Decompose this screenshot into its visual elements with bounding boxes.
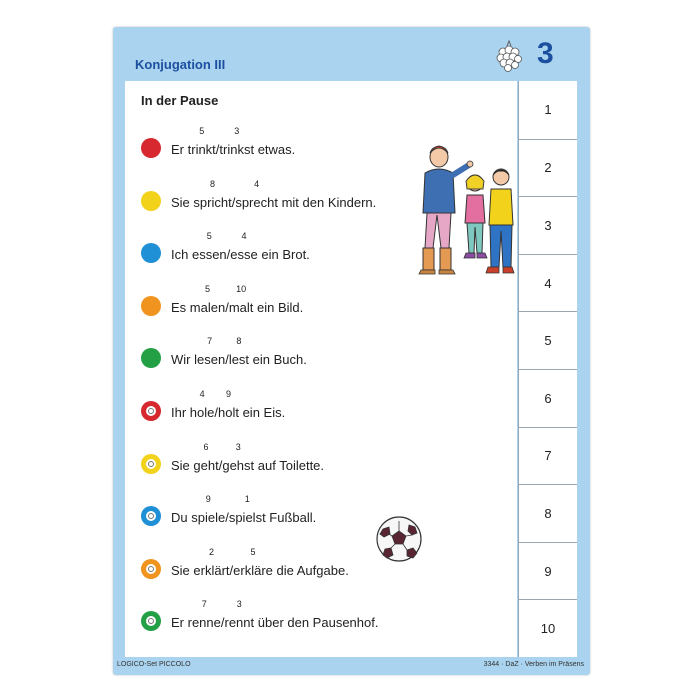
verb-form: erkläre bbox=[233, 562, 273, 578]
verb-form: rennt bbox=[224, 615, 255, 631]
verb-option-1[interactable] bbox=[191, 231, 227, 263]
exercise-row bbox=[141, 441, 521, 484]
verb-form: lest bbox=[228, 352, 250, 368]
answer-number-label: 5 bbox=[206, 231, 212, 242]
number-cell[interactable] bbox=[519, 139, 577, 198]
number-cell[interactable] bbox=[519, 196, 577, 255]
answer-number-column bbox=[518, 81, 577, 657]
sentence-rest: ein Buch. bbox=[249, 352, 307, 368]
number-label: 6 bbox=[544, 390, 552, 406]
number-cell[interactable] bbox=[519, 369, 577, 428]
answer-number-label: 5 bbox=[199, 126, 205, 136]
footer-product-info: 3344 · DaZ · Verben im Präsens bbox=[483, 661, 584, 668]
exercise-row bbox=[141, 601, 521, 641]
option-separator: / bbox=[214, 405, 218, 420]
ring-marker-icon bbox=[141, 506, 161, 526]
number-cell[interactable] bbox=[519, 254, 577, 313]
verb-form: spricht bbox=[193, 194, 232, 210]
sentence-rest: mit den Kindern. bbox=[277, 194, 377, 210]
option-separator: / bbox=[220, 615, 225, 631]
children-talking-illustration bbox=[413, 143, 523, 283]
exercise-row bbox=[141, 391, 521, 431]
verb-option-2[interactable] bbox=[233, 546, 273, 578]
answer-number-label: 2 bbox=[208, 546, 214, 557]
exercise-row bbox=[141, 338, 521, 378]
verb-form: lesen bbox=[194, 352, 226, 368]
sentence-subject: Sie bbox=[171, 194, 194, 210]
option-separator: / bbox=[226, 247, 231, 263]
sentence-rest: über den Pausenhof. bbox=[254, 615, 379, 631]
verb-form: gehst bbox=[222, 457, 255, 473]
exercise-content bbox=[125, 81, 517, 657]
sentence-rest: Fußball. bbox=[265, 510, 317, 526]
verb-form: erklärt bbox=[193, 562, 230, 578]
exercise-card bbox=[113, 27, 590, 675]
verb-option-2[interactable] bbox=[228, 336, 250, 368]
verb-option-2[interactable] bbox=[224, 599, 255, 631]
number-label: 9 bbox=[544, 563, 552, 579]
verb-form: geht bbox=[193, 457, 219, 473]
section-title: In der Pause bbox=[141, 93, 219, 108]
exercise-row bbox=[141, 546, 521, 589]
verb-option-2[interactable] bbox=[228, 283, 254, 315]
verb-form: hole bbox=[189, 405, 215, 420]
dot-marker-icon bbox=[141, 191, 161, 211]
number-cell[interactable] bbox=[519, 542, 577, 601]
verb-form: spiele bbox=[191, 510, 226, 526]
sentence-subject: Es bbox=[171, 299, 190, 315]
answer-number-label: 7 bbox=[201, 599, 207, 610]
number-label: 4 bbox=[544, 275, 552, 291]
option-separator: / bbox=[225, 299, 229, 315]
sentence-rest: etwas. bbox=[254, 142, 296, 157]
dot-marker-icon bbox=[141, 243, 161, 263]
verb-option-1[interactable] bbox=[193, 441, 219, 473]
sentence-rest: ein Bild. bbox=[253, 299, 304, 315]
sentence bbox=[171, 599, 379, 631]
option-separator: / bbox=[225, 510, 229, 526]
verb-form: essen bbox=[191, 247, 227, 263]
answer-number-label: 4 bbox=[241, 231, 247, 242]
number-cell[interactable] bbox=[519, 484, 577, 543]
sentence bbox=[171, 441, 325, 473]
exercise-row bbox=[141, 496, 521, 536]
dot-marker-icon bbox=[141, 296, 161, 316]
number-cell[interactable] bbox=[519, 427, 577, 486]
option-separator: / bbox=[225, 352, 229, 368]
verb-form: malen bbox=[189, 299, 226, 315]
option-separator: / bbox=[215, 142, 220, 157]
answer-number-label: 7 bbox=[207, 336, 213, 347]
sentence bbox=[171, 494, 317, 526]
ring-marker-icon bbox=[141, 611, 161, 631]
number-cell[interactable] bbox=[519, 599, 577, 658]
sentence bbox=[171, 546, 349, 578]
option-separator: / bbox=[231, 194, 236, 210]
sentence-subject: Er bbox=[171, 142, 188, 157]
verb-form: holt bbox=[218, 405, 239, 420]
number-label: 10 bbox=[540, 621, 556, 637]
answer-number-label: 3 bbox=[236, 599, 242, 610]
sentence-rest: auf Toilette. bbox=[254, 457, 325, 473]
verb-form: trinkt bbox=[187, 142, 216, 157]
answer-number-label: 5 bbox=[204, 283, 211, 294]
verb-option-1[interactable] bbox=[189, 389, 215, 420]
number-cell[interactable] bbox=[519, 81, 577, 139]
sentence-subject: Wir bbox=[171, 352, 195, 368]
sentence-subject: Du bbox=[171, 510, 192, 526]
answer-number-label: 3 bbox=[234, 126, 240, 136]
answer-number-label: 8 bbox=[210, 178, 216, 189]
answer-number-label: 4 bbox=[254, 178, 260, 189]
sentence-rest: ein Brot. bbox=[257, 247, 310, 263]
number-label: 5 bbox=[544, 333, 552, 349]
footer-series: LOGICO-Set PICCOLO bbox=[117, 661, 191, 668]
answer-number-label: 10 bbox=[236, 283, 247, 294]
sentence bbox=[171, 231, 310, 263]
sentence bbox=[171, 126, 296, 157]
verb-form: esse bbox=[230, 247, 258, 263]
sentence-subject: Ihr bbox=[171, 405, 190, 420]
verb-option-1[interactable] bbox=[194, 336, 226, 368]
soccer-ball-illustration bbox=[375, 515, 423, 563]
dot-marker-icon bbox=[141, 138, 161, 158]
verb-option-1[interactable] bbox=[191, 494, 226, 526]
verb-option-1[interactable] bbox=[193, 178, 232, 210]
raspberry-icon bbox=[491, 38, 527, 74]
card-title: Konjugation III bbox=[135, 57, 226, 72]
sentence-subject: Ich bbox=[171, 247, 192, 263]
sentence bbox=[171, 283, 304, 315]
ring-marker-icon bbox=[141, 401, 161, 421]
answer-number-label: 1 bbox=[244, 494, 250, 505]
sentence bbox=[171, 178, 377, 210]
answer-number-label: 4 bbox=[199, 389, 205, 399]
verb-option-1[interactable] bbox=[187, 599, 221, 631]
card-number: 3 bbox=[537, 37, 554, 70]
number-label: 3 bbox=[544, 217, 552, 233]
answer-number-label: 8 bbox=[236, 336, 242, 347]
verb-option-2[interactable] bbox=[228, 494, 266, 526]
verb-option-2[interactable] bbox=[235, 178, 278, 210]
sentence-rest: ein Eis. bbox=[238, 405, 286, 420]
answer-number-label: 5 bbox=[250, 546, 256, 557]
sentence-rest: die Aufgabe. bbox=[272, 562, 349, 578]
verb-option-1[interactable] bbox=[189, 283, 226, 315]
number-label: 1 bbox=[544, 101, 552, 117]
answer-number-label: 9 bbox=[225, 389, 231, 399]
number-label: 8 bbox=[544, 505, 552, 521]
verb-form: renne bbox=[187, 615, 221, 631]
option-separator: / bbox=[218, 457, 223, 473]
verb-option-2[interactable] bbox=[230, 231, 258, 263]
verb-option-1[interactable] bbox=[187, 126, 216, 157]
ring-marker-icon bbox=[141, 559, 161, 579]
verb-form: malt bbox=[228, 299, 254, 315]
verb-form: sprecht bbox=[235, 194, 278, 210]
verb-form: trinkst bbox=[219, 142, 255, 157]
card-header bbox=[113, 27, 590, 81]
dot-marker-icon bbox=[141, 348, 161, 368]
sentence-subject: Sie bbox=[171, 562, 194, 578]
answer-number-label: 6 bbox=[203, 441, 209, 452]
sentence-subject: Er bbox=[171, 615, 188, 631]
answer-number-label: 3 bbox=[235, 441, 241, 452]
ring-marker-icon bbox=[141, 454, 161, 474]
verb-option-2[interactable] bbox=[219, 126, 255, 157]
sentence bbox=[171, 389, 286, 420]
verb-option-2[interactable] bbox=[222, 441, 255, 473]
verb-form: spielst bbox=[228, 510, 266, 526]
verb-option-2[interactable] bbox=[218, 389, 239, 420]
verb-option-1[interactable] bbox=[193, 546, 230, 578]
answer-number-label: 9 bbox=[205, 494, 211, 505]
sentence-subject: Sie bbox=[171, 457, 194, 473]
exercise-row bbox=[141, 283, 521, 326]
number-label: 7 bbox=[544, 448, 552, 464]
number-label: 2 bbox=[544, 160, 552, 176]
number-cell[interactable] bbox=[519, 311, 577, 370]
sentence bbox=[171, 336, 307, 368]
option-separator: / bbox=[229, 562, 234, 578]
